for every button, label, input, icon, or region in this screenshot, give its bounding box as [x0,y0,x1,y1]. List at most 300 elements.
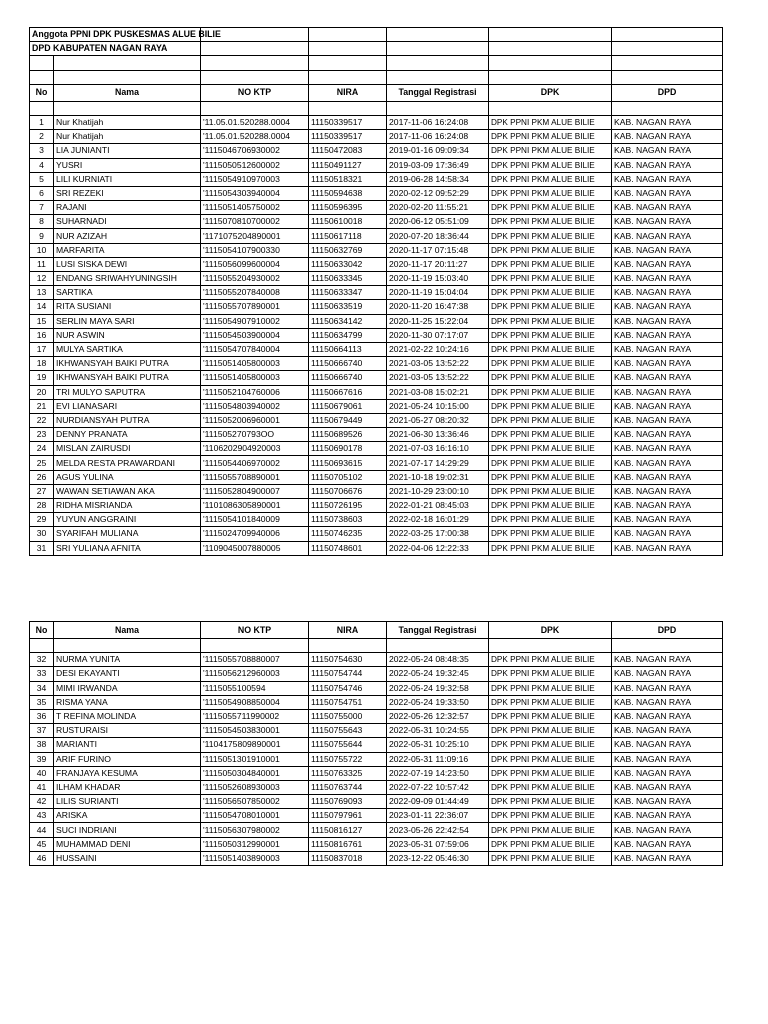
cell-dpk: DPK PPNI PKM ALUE BILIE [489,257,612,271]
cell-no: 20 [30,385,54,399]
cell-no: 12 [30,272,54,286]
cell-dpk: DPK PPNI PKM ALUE BILIE [489,470,612,484]
table-row [30,300,723,314]
cell-tanggal: 2020-02-12 09:52:29 [387,186,489,200]
cell-ktp: '1115024709940006 [201,527,309,541]
table-row [30,215,723,229]
cell-nira: 11150763325 [309,766,387,780]
cell-dpd: KAB. NAGAN RAYA [612,681,723,695]
cell-nama: DENNY PRANATA [54,428,201,442]
cell-dpd: KAB. NAGAN RAYA [612,286,723,300]
cell-ktp: '1115054503900004 [201,328,309,342]
cell-ktp: '1115055204930002 [201,272,309,286]
cell-nira: 11150664113 [309,342,387,356]
cell-dpd: KAB. NAGAN RAYA [612,456,723,470]
cell-no: 26 [30,470,54,484]
cell-nama: SARTIKA [54,286,201,300]
cell-dpk: DPK PPNI PKM ALUE BILIE [489,413,612,427]
table-row [30,328,723,342]
cell-dpd: KAB. NAGAN RAYA [612,795,723,809]
cell-tanggal: 2019-06-28 14:58:34 [387,172,489,186]
cell-tanggal: 2019-01-16 09:09:34 [387,144,489,158]
cell-ktp: '1115054910970003 [201,172,309,186]
cell-nama: TRI MULYO SAPUTRA [54,385,201,399]
cell-ktp: '1115055708880007 [201,653,309,667]
cell-tanggal: 2020-07-20 18:36:44 [387,229,489,243]
cell-nira: 11150633345 [309,272,387,286]
cell-dpd: KAB. NAGAN RAYA [612,667,723,681]
cell-dpd: KAB. NAGAN RAYA [612,314,723,328]
table-row [30,837,723,851]
cell-dpd: KAB. NAGAN RAYA [612,243,723,257]
col-header-no: No [30,84,54,101]
cell-dpd: KAB. NAGAN RAYA [612,752,723,766]
cell-no: 5 [30,172,54,186]
cell-nama: RUSTURAISI [54,724,201,738]
cell-dpk: DPK PPNI PKM ALUE BILIE [489,158,612,172]
table-row [30,823,723,837]
cell-nira: 11150755643 [309,724,387,738]
cell-dpd: KAB. NAGAN RAYA [612,357,723,371]
cell-ktp: '1115055707890001 [201,300,309,314]
table-row [30,695,723,709]
blank-row [30,639,723,653]
title-row [30,28,723,42]
cell-dpd: KAB. NAGAN RAYA [612,144,723,158]
cell-ktp: '1115054907910002 [201,314,309,328]
cell-dpd: KAB. NAGAN RAYA [612,499,723,513]
table-row [30,314,723,328]
document-subtitle: DPD KABUPATEN NAGAN RAYA [30,42,201,56]
cell-dpk: DPK PPNI PKM ALUE BILIE [489,399,612,413]
cell-no: 10 [30,243,54,257]
cell-dpk: DPK PPNI PKM ALUE BILIE [489,527,612,541]
table-row [30,456,723,470]
cell-nira: 11150690178 [309,442,387,456]
cell-nira: 11150706676 [309,484,387,498]
cell-tanggal: 2022-05-31 10:24:55 [387,724,489,738]
cell-tanggal: 2020-02-20 11:55:21 [387,201,489,215]
cell-ktp: '1115056507850002 [201,795,309,809]
cell-dpk: DPK PPNI PKM ALUE BILIE [489,795,612,809]
cell-ktp: '11.05.01.520288.0004 [201,115,309,129]
cell-no: 44 [30,823,54,837]
table-row [30,172,723,186]
cell-dpd: KAB. NAGAN RAYA [612,328,723,342]
cell-dpk: DPK PPNI PKM ALUE BILIE [489,286,612,300]
table-row [30,499,723,513]
cell-tanggal: 2021-03-08 15:02:21 [387,385,489,399]
cell-no: 2 [30,130,54,144]
cell-tanggal: 2022-01-21 08:45:03 [387,499,489,513]
cell-dpd: KAB. NAGAN RAYA [612,709,723,723]
cell-tanggal: 2022-07-19 14:23:50 [387,766,489,780]
cell-no: 16 [30,328,54,342]
cell-no: 14 [30,300,54,314]
cell-dpd: KAB. NAGAN RAYA [612,399,723,413]
cell-no: 36 [30,709,54,723]
cell-ktp: '1115050312990001 [201,837,309,851]
cell-nama: YUSRI [54,158,201,172]
cell-nama: RISMA YANA [54,695,201,709]
cell-tanggal: 2021-06-30 13:36:46 [387,428,489,442]
cell-nira: 11150633347 [309,286,387,300]
cell-nira: 11150705102 [309,470,387,484]
cell-no: 34 [30,681,54,695]
cell-nama: IKHWANSYAH BAIKI PUTRA [54,371,201,385]
cell-dpd: KAB. NAGAN RAYA [612,371,723,385]
cell-tanggal: 2022-03-25 17:00:38 [387,527,489,541]
cell-dpd: KAB. NAGAN RAYA [612,442,723,456]
cell-dpk: DPK PPNI PKM ALUE BILIE [489,513,612,527]
cell-no: 6 [30,186,54,200]
table-row [30,257,723,271]
cell-dpk: DPK PPNI PKM ALUE BILIE [489,653,612,667]
cell-no: 17 [30,342,54,356]
cell-ktp: '1115054803940002 [201,399,309,413]
table-row [30,243,723,257]
cell-dpk: DPK PPNI PKM ALUE BILIE [489,229,612,243]
cell-ktp: '1109045007880005 [201,541,309,555]
cell-tanggal: 2021-10-18 19:02:31 [387,470,489,484]
cell-tanggal: 2022-09-09 01:44:49 [387,795,489,809]
cell-nama: SUCI INDRIANI [54,823,201,837]
cell-ktp: '1115056212960003 [201,667,309,681]
cell-no: 31 [30,541,54,555]
cell-ktp: '111505270793OO [201,428,309,442]
cell-tanggal: 2020-11-19 15:03:40 [387,272,489,286]
cell-dpd: KAB. NAGAN RAYA [612,115,723,129]
table-row [30,752,723,766]
cell-nira: 11150632769 [309,243,387,257]
table-row [30,513,723,527]
col-header-tanggal: Tanggal Registrasi [387,622,489,639]
col-header-dpk: DPK [489,622,612,639]
cell-tanggal: 2021-03-05 13:52:22 [387,371,489,385]
cell-tanggal: 2021-10-29 23:00:10 [387,484,489,498]
table-row [30,851,723,865]
cell-dpd: KAB. NAGAN RAYA [612,428,723,442]
cell-nira: 11150797961 [309,809,387,823]
col-header-no: No [30,622,54,639]
cell-tanggal: 2023-05-26 22:42:54 [387,823,489,837]
cell-no: 39 [30,752,54,766]
cell-tanggal: 2022-05-24 19:33:50 [387,695,489,709]
cell-tanggal: 2022-07-22 10:57:42 [387,780,489,794]
cell-ktp: '1115054908850004 [201,695,309,709]
cell-ktp: '1115054708010001 [201,809,309,823]
cell-nama: Nur Khatijah [54,130,201,144]
cell-dpd: KAB. NAGAN RAYA [612,300,723,314]
cell-nira: 11150633042 [309,257,387,271]
member-table-part-1 [29,27,723,556]
cell-dpk: DPK PPNI PKM ALUE BILIE [489,541,612,555]
cell-nira: 11150472083 [309,144,387,158]
cell-tanggal: 2020-06-12 05:51:09 [387,215,489,229]
cell-nira: 11150755722 [309,752,387,766]
cell-tanggal: 2020-11-30 07:17:07 [387,328,489,342]
cell-dpk: DPK PPNI PKM ALUE BILIE [489,357,612,371]
cell-dpk: DPK PPNI PKM ALUE BILIE [489,709,612,723]
table-row [30,766,723,780]
table-row [30,286,723,300]
blank-row [30,101,723,115]
cell-dpk: DPK PPNI PKM ALUE BILIE [489,766,612,780]
table-row [30,724,723,738]
table-row [30,371,723,385]
cell-nira: 11150754630 [309,653,387,667]
cell-dpk: DPK PPNI PKM ALUE BILIE [489,130,612,144]
cell-dpk: DPK PPNI PKM ALUE BILIE [489,144,612,158]
cell-dpd: KAB. NAGAN RAYA [612,186,723,200]
cell-dpk: DPK PPNI PKM ALUE BILIE [489,385,612,399]
cell-tanggal: 2023-12-22 05:46:30 [387,851,489,865]
cell-no: 15 [30,314,54,328]
cell-ktp: '1115051405800003 [201,357,309,371]
cell-dpd: KAB. NAGAN RAYA [612,130,723,144]
cell-ktp: '1115052104760006 [201,385,309,399]
table-row [30,780,723,794]
cell-dpk: DPK PPNI PKM ALUE BILIE [489,314,612,328]
cell-no: 1 [30,115,54,129]
cell-nira: 11150754744 [309,667,387,681]
cell-nama: LUSI SISKA DEWI [54,257,201,271]
cell-ktp: '1115051301910001 [201,752,309,766]
table-row [30,442,723,456]
cell-tanggal: 2022-05-26 12:32:57 [387,709,489,723]
cell-nira: 11150726195 [309,499,387,513]
cell-nira: 11150837018 [309,851,387,865]
cell-ktp: '1115054107900330 [201,243,309,257]
cell-no: 29 [30,513,54,527]
cell-dpk: DPK PPNI PKM ALUE BILIE [489,837,612,851]
table-row [30,399,723,413]
cell-dpk: DPK PPNI PKM ALUE BILIE [489,272,612,286]
cell-tanggal: 2020-11-17 20:11:27 [387,257,489,271]
cell-nama: SYARIFAH MULIANA [54,527,201,541]
cell-tanggal: 2022-02-18 16:01:29 [387,513,489,527]
cell-nira: 11150693615 [309,456,387,470]
cell-dpk: DPK PPNI PKM ALUE BILIE [489,695,612,709]
cell-nira: 11150610018 [309,215,387,229]
cell-nira: 11150667616 [309,385,387,399]
cell-dpd: KAB. NAGAN RAYA [612,172,723,186]
cell-no: 35 [30,695,54,709]
cell-no: 43 [30,809,54,823]
cell-nira: 11150679061 [309,399,387,413]
blank-row [30,56,723,70]
cell-dpd: KAB. NAGAN RAYA [612,541,723,555]
cell-no: 30 [30,527,54,541]
cell-no: 37 [30,724,54,738]
cell-tanggal: 2017-11-06 16:24:08 [387,115,489,129]
cell-nira: 11150816127 [309,823,387,837]
cell-dpd: KAB. NAGAN RAYA [612,201,723,215]
cell-dpd: KAB. NAGAN RAYA [612,809,723,823]
cell-no: 19 [30,371,54,385]
cell-no: 38 [30,738,54,752]
cell-dpd: KAB. NAGAN RAYA [612,780,723,794]
cell-dpk: DPK PPNI PKM ALUE BILIE [489,484,612,498]
cell-nira: 11150518321 [309,172,387,186]
cell-tanggal: 2022-05-24 19:32:45 [387,667,489,681]
cell-dpd: KAB. NAGAN RAYA [612,158,723,172]
cell-dpk: DPK PPNI PKM ALUE BILIE [489,115,612,129]
cell-dpk: DPK PPNI PKM ALUE BILIE [489,243,612,257]
cell-tanggal: 2020-11-19 15:04:04 [387,286,489,300]
cell-dpk: DPK PPNI PKM ALUE BILIE [489,681,612,695]
cell-nama: FRANJAYA KESUMA [54,766,201,780]
cell-no: 8 [30,215,54,229]
cell-tanggal: 2021-03-05 13:52:22 [387,357,489,371]
cell-dpd: KAB. NAGAN RAYA [612,513,723,527]
cell-tanggal: 2022-05-31 11:09:16 [387,752,489,766]
col-header-nama: Nama [54,622,201,639]
cell-tanggal: 2022-05-24 08:48:35 [387,653,489,667]
cell-ktp: '1115056099600004 [201,257,309,271]
cell-dpd: KAB. NAGAN RAYA [612,272,723,286]
cell-dpd: KAB. NAGAN RAYA [612,527,723,541]
cell-nira: 11150666740 [309,371,387,385]
cell-nira: 11150755644 [309,738,387,752]
cell-nama: MIMI IRWANDA [54,681,201,695]
cell-nama: RAJANI [54,201,201,215]
cell-ktp: '1115070810700002 [201,215,309,229]
cell-no: 42 [30,795,54,809]
cell-ktp: '1171075204890001 [201,229,309,243]
table-row [30,413,723,427]
table-row [30,144,723,158]
cell-no: 21 [30,399,54,413]
cell-nira: 11150738603 [309,513,387,527]
cell-nama: RITA SUSIANI [54,300,201,314]
cell-ktp: '1115054101840009 [201,513,309,527]
cell-nama: MULYA SARTIKA [54,342,201,356]
cell-no: 27 [30,484,54,498]
cell-nama: T REFINA MOLINDA [54,709,201,723]
cell-no: 18 [30,357,54,371]
cell-dpd: KAB. NAGAN RAYA [612,413,723,427]
cell-dpd: KAB. NAGAN RAYA [612,766,723,780]
cell-tanggal: 2023-05-31 07:59:06 [387,837,489,851]
cell-nira: 11150748601 [309,541,387,555]
cell-nira: 11150491127 [309,158,387,172]
cell-nama: HUSSAINI [54,851,201,865]
cell-nira: 11150679449 [309,413,387,427]
cell-ktp: '1115051403890003 [201,851,309,865]
cell-nama: IKHWANSYAH BAIKI PUTRA [54,357,201,371]
table-row [30,809,723,823]
cell-dpd: KAB. NAGAN RAYA [612,385,723,399]
cell-ktp: '1115052006960001 [201,413,309,427]
cell-tanggal: 2017-11-06 16:24:08 [387,130,489,144]
cell-nama: WAWAN SETIAWAN AKA [54,484,201,498]
cell-nama: MISLAN ZAIRUSDI [54,442,201,456]
cell-ktp: '1115050304840001 [201,766,309,780]
col-header-nira: NIRA [309,84,387,101]
table-row [30,470,723,484]
cell-nama: AGUS YULINA [54,470,201,484]
cell-no: 23 [30,428,54,442]
cell-ktp: '1115055711990002 [201,709,309,723]
cell-ktp: '1115052804900007 [201,484,309,498]
cell-dpk: DPK PPNI PKM ALUE BILIE [489,738,612,752]
cell-nama: NURDIANSYAH PUTRA [54,413,201,427]
cell-nama: LIA JUNIANTI [54,144,201,158]
cell-dpk: DPK PPNI PKM ALUE BILIE [489,371,612,385]
cell-tanggal: 2020-11-20 16:47:38 [387,300,489,314]
cell-nira: 11150754746 [309,681,387,695]
cell-nama: NUR AZIZAH [54,229,201,243]
cell-ktp: '1115055708890001 [201,470,309,484]
cell-dpd: KAB. NAGAN RAYA [612,724,723,738]
cell-dpd: KAB. NAGAN RAYA [612,229,723,243]
cell-no: 32 [30,653,54,667]
cell-nira: 11150633519 [309,300,387,314]
cell-tanggal: 2023-01-11 22:36:07 [387,809,489,823]
cell-dpk: DPK PPNI PKM ALUE BILIE [489,328,612,342]
table-row [30,186,723,200]
cell-no: 25 [30,456,54,470]
column-header-row [30,622,723,639]
col-header-ktp: NO KTP [201,622,309,639]
cell-nama: ARISKA [54,809,201,823]
cell-dpd: KAB. NAGAN RAYA [612,470,723,484]
cell-ktp: '1115056307980002 [201,823,309,837]
col-header-dpd: DPD [612,84,723,101]
table-row [30,541,723,555]
col-header-ktp: NO KTP [201,84,309,101]
cell-no: 3 [30,144,54,158]
cell-ktp: '11.05.01.520288.0004 [201,130,309,144]
cell-dpd: KAB. NAGAN RAYA [612,695,723,709]
cell-nama: MARIANTI [54,738,201,752]
cell-dpk: DPK PPNI PKM ALUE BILIE [489,215,612,229]
cell-tanggal: 2021-05-27 08:20:32 [387,413,489,427]
cell-dpk: DPK PPNI PKM ALUE BILIE [489,823,612,837]
cell-dpk: DPK PPNI PKM ALUE BILIE [489,499,612,513]
col-header-nira: NIRA [309,622,387,639]
cell-ktp: '1115046706930002 [201,144,309,158]
column-header-row [30,84,723,101]
cell-ktp: '1104175809890001 [201,738,309,752]
cell-nama: LILI KURNIATI [54,172,201,186]
table-row [30,201,723,215]
blank-row [30,70,723,84]
cell-dpk: DPK PPNI PKM ALUE BILIE [489,667,612,681]
cell-nira: 11150339517 [309,115,387,129]
table-row [30,484,723,498]
cell-nama: ILHAM KHADAR [54,780,201,794]
cell-no: 41 [30,780,54,794]
cell-dpd: KAB. NAGAN RAYA [612,215,723,229]
cell-tanggal: 2022-04-06 12:22:33 [387,541,489,555]
cell-ktp: '1115051405800003 [201,371,309,385]
cell-nira: 11150754751 [309,695,387,709]
cell-nira: 11150594638 [309,186,387,200]
cell-dpk: DPK PPNI PKM ALUE BILIE [489,780,612,794]
cell-ktp: '1115051405750002 [201,201,309,215]
cell-no: 40 [30,766,54,780]
cell-nira: 11150596395 [309,201,387,215]
cell-tanggal: 2021-07-17 14:29:29 [387,456,489,470]
cell-dpk: DPK PPNI PKM ALUE BILIE [489,201,612,215]
cell-tanggal: 2021-05-24 10:15:00 [387,399,489,413]
cell-ktp: '1115052608930003 [201,780,309,794]
cell-no: 22 [30,413,54,427]
table-row [30,527,723,541]
cell-ktp: '1115050512600002 [201,158,309,172]
